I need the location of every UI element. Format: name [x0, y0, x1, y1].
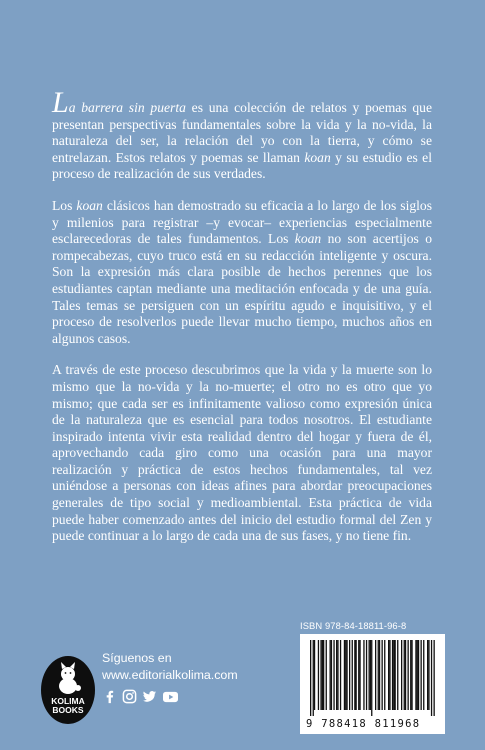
- instagram-icon[interactable]: [122, 689, 137, 704]
- barcode-bar: [330, 640, 331, 710]
- barcode-bar: [344, 640, 345, 710]
- barcode-bar: [358, 640, 359, 710]
- barcode-bar: [388, 640, 389, 710]
- logo-text-kolima: KOLIMA: [51, 696, 85, 706]
- barcode-bar: [331, 640, 332, 710]
- koan-term: koan: [304, 149, 331, 165]
- barcode-bar: [417, 640, 418, 710]
- barcode-bar: [346, 640, 347, 710]
- barcode-bar: [401, 640, 402, 710]
- social-icons: [102, 689, 302, 704]
- barcode-bar: [393, 640, 394, 710]
- barcode-bar: [313, 640, 314, 716]
- drop-letter: L: [52, 86, 69, 119]
- back-cover-text: [52, 86, 433, 560]
- barcode-bar: [408, 640, 409, 710]
- barcode-bar: [382, 640, 383, 710]
- barcode-bar: [326, 640, 327, 710]
- barcode-bar: [418, 640, 419, 710]
- barcode-bar: [340, 640, 341, 710]
- koan-term: koan: [76, 197, 103, 213]
- barcode-bar: [352, 640, 353, 710]
- youtube-icon[interactable]: [162, 689, 177, 704]
- barcode-bar: [379, 640, 380, 710]
- barcode: [300, 634, 445, 734]
- para2-mid2: no son acertijos o rompecabezas, cuyo truco está en su redacción inteligente y oscura. Son la expresión más clara posible de hechos perennes que los estudiantes captan mediante una meditación enfocada y de una guía. Tales temas se persiguen con un espíritu agudo e inquisitivo, y el proceso de resolverlos puede llevar mucho tiempo, muchos años en algunos casos.: [52, 231, 432, 346]
- barcode-bar: [366, 640, 367, 710]
- barcode-bar: [363, 640, 364, 710]
- process-paragraph: A través de este proceso descubrimos que la vida y la muerte son lo mismo que la no-vida y la no-muerte; el otro no es otro que yo mismo; que cada ser es infinitamente valioso como expresión única de la naturaleza que es esencial para todos nosotros. El estudiante inspirado intenta vivir esta realidad dentro del hogar y fuera de él, aprovechando cada giro como una ocasión para una mayor realización y práctica de estos hechos fundamentales, tal vez uniéndose a personas con ideas afines para abordar preocupaciones generales de tipo social y medioambiental. Esta práctica de vida puede haber comenzado antes del inicio del estudio formal del Zen y puede continuar a lo largo de cada una de sus fases, y no tiene fin.: [52, 362, 432, 544]
- intro-paragraph: [52, 86, 433, 183]
- barcode-bar: [428, 640, 429, 710]
- barcode-bar: [415, 640, 416, 710]
- isbn-label: ISBN 978-84-18811-96-8: [300, 620, 407, 631]
- follow-block: [102, 650, 302, 704]
- barcode-bar: [322, 640, 323, 710]
- barcode-bar: [371, 640, 372, 716]
- barcode-bar: [337, 640, 338, 710]
- logo-text-books: BOOKS: [52, 705, 84, 715]
- barcode-bar: [405, 640, 406, 710]
- koan-paragraph: [52, 198, 432, 347]
- barcode-bar: [410, 640, 411, 710]
- barcode-digits: 9 788418 811968: [306, 718, 421, 730]
- barcode-bar: [397, 640, 398, 710]
- barcode-bar: [323, 640, 324, 710]
- twitter-icon[interactable]: [142, 689, 157, 704]
- website-link[interactable]: www.editorialkolima.com: [102, 668, 238, 682]
- barcode-bar: [423, 640, 424, 710]
- barcode-bar: [370, 640, 371, 710]
- barcode-bar: [378, 640, 379, 710]
- book-title: a barrera sin puerta: [68, 100, 186, 115]
- barcode-bar: [392, 640, 393, 710]
- barcode-bar: [318, 640, 319, 710]
- kolima-books-logo: [38, 654, 98, 726]
- barcode-bar: [421, 640, 422, 710]
- barcode-bar: [349, 640, 350, 710]
- barcode-bar: [404, 640, 405, 710]
- follow-label: Síguenos en: [102, 651, 172, 665]
- barcode-bar: [333, 640, 334, 710]
- isbn-block: [300, 620, 445, 734]
- para2-mid1: clásicos han demostrado su eficacia a lo largo de los siglos y milenios para registrar –y evocar– experiencias especialmente esclarecedoras de tales fundamentos. Los: [52, 197, 433, 247]
- barcode-bar: [375, 640, 376, 710]
- barcode-bar: [356, 640, 357, 710]
- barcode-bar: [345, 640, 346, 710]
- barcode-bars: [308, 640, 438, 716]
- para2-start: Los: [52, 197, 77, 213]
- barcode-bar: [389, 640, 390, 710]
- barcode-bar: [354, 640, 355, 710]
- barcode-bar: [395, 640, 396, 710]
- barcode-bar: [369, 640, 370, 710]
- barcode-bar: [431, 640, 432, 716]
- facebook-icon[interactable]: [102, 689, 117, 704]
- koan-term: koan: [294, 231, 322, 247]
- barcode-bar: [434, 640, 435, 716]
- barcode-bar: [427, 640, 428, 710]
- intro-text: es una colección de relatos y poemas que presentan perspectivas fundamentales sobre la vida y la no-vida, la naturaleza del ser, la relación del yo con la tierra, y cómo se entrelazan. Estos relatos y poemas se llaman: [52, 100, 433, 165]
- barcode-bar: [359, 640, 360, 710]
- barcode-bar: [336, 640, 337, 710]
- barcode-bar: [411, 640, 412, 710]
- intro-end: y su estudio es el proceso de realización de sus verdades.: [52, 149, 432, 182]
- barcode-bar: [320, 640, 321, 710]
- barcode-bar: [314, 640, 315, 710]
- barcode-bar: [310, 640, 311, 716]
- barcode-bar: [384, 640, 385, 710]
